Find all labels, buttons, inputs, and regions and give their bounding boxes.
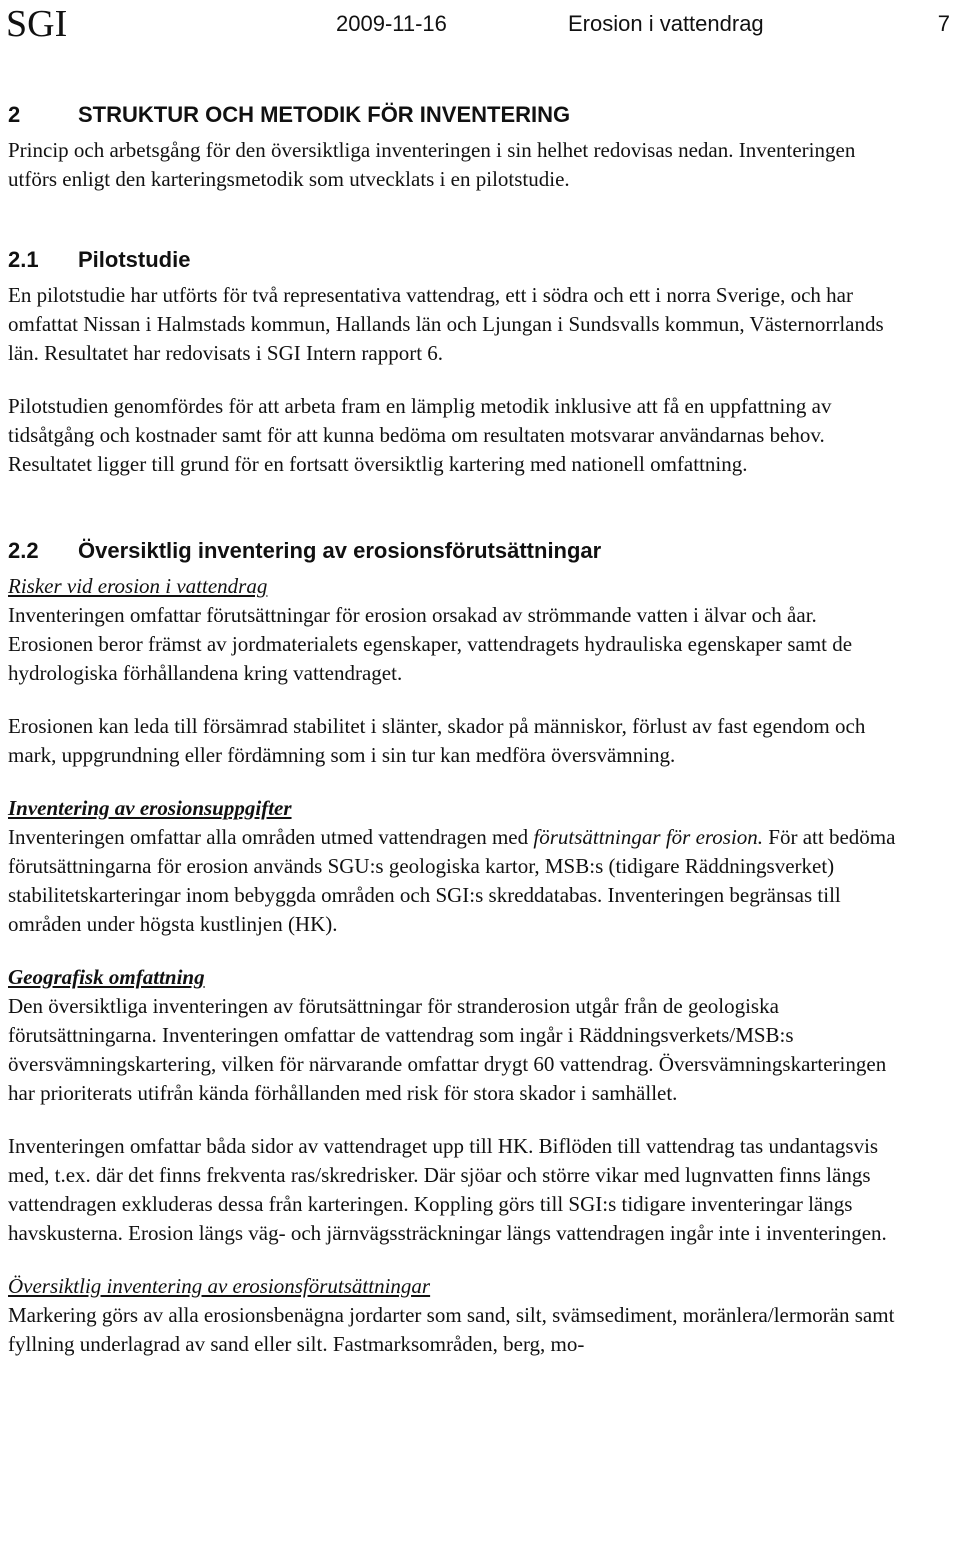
- section-title: Översiktlig inventering av erosionsförutsättningar: [78, 538, 602, 563]
- section-2-heading: [8, 99, 898, 131]
- page-header: [0, 0, 960, 48]
- paragraph: En pilotstudie har utförts för två representativa vattendrag, ett i södra och ett i norra Sverige, och har omfattat Nissan i Halmstads kommun, Hallands län och Ljungan i Sundsvalls kommun, Västernorrlands län. Resultatet har redovisats i SGI Intern rapport 6.: [8, 283, 884, 365]
- header-title: Erosion i vattendrag: [568, 11, 764, 36]
- subheading-risker: Risker vid erosion i vattendrag: [8, 574, 268, 598]
- document-body: [8, 99, 898, 1359]
- text-run: Inventeringen omfattar alla områden utmed vattendragen med: [8, 825, 534, 849]
- paragraph: Pilotstudien genomfördes för att arbeta fram en lämplig metodik inklusive att få en uppfattning av tidsåtgång och kostnader samt för att kunna bedöma om resultaten motsvarar användarnas behov. Resultatet ligger till grund för en fortsatt översiktlig kartering med nationell omfattning.: [8, 394, 832, 476]
- page-number: 7: [937, 11, 950, 36]
- section-number: 2.2: [8, 538, 39, 563]
- text-run: För att bedöma förutsättningarna för erosion används SGU:s geologiska kartor, MSB:s (tidigare Räddningsverket) stabilitetskarteringar inom bebyggda områden och SGI:s skreddatabas. Inventeringen begränsas till områden under högsta kustlinjen (HK).: [8, 825, 896, 936]
- section-title: STRUKTUR OCH METODIK FÖR INVENTERING: [78, 102, 571, 127]
- paragraph: Inventeringen omfattar båda sidor av vattendraget upp till HK. Biflöden till vattendrag tas undantagsvis med, t.ex. där det finns frekventa ras/skredrisker. Där sjöar och större vikar med lugnvatten finns längs vattendragen exkluderas dessa från karteringen. Koppling görs till SGI:s tidigare inventeringar längs havskusterna. Erosion längs väg- och järnvägssträckningar längs vattendragen ingår inte i inventeringen.: [8, 1134, 887, 1245]
- section-title: Pilotstudie: [78, 247, 191, 272]
- sgi-logo: SGI: [6, 3, 68, 45]
- section-2-intro: Princip och arbetsgång för den översiktliga inventeringen i sin helhet redovisas nedan. Inventeringen utförs enligt den karteringsmetodik som utvecklats i en pilotstudie.: [8, 138, 856, 191]
- header-date: 2009-11-16: [336, 11, 447, 36]
- paragraph: Markering görs av alla erosionsbenägna jordarter som sand, silt, svämsediment, moränlera/lermorän samt fyllning underlagrad av sand eller silt. Fastmarksområden, berg, mo-: [8, 1303, 895, 1356]
- paragraph: [8, 823, 898, 939]
- emphasis-text: förutsättningar för erosion.: [533, 825, 764, 849]
- section-number: 2: [8, 102, 21, 127]
- subheading-geografisk: Geografisk omfattning: [8, 965, 205, 989]
- paragraph: Inventeringen omfattar förutsättningar för erosion orsakad av strömmande vatten i älvar och åar. Erosionen beror främst av jordmaterialets egenskaper, vattendragets hydrauliska egenskaper samt de hydrologiska förhållandena kring vattendraget.: [8, 603, 853, 685]
- section-2-2-heading: [8, 535, 898, 567]
- paragraph: Den översiktliga inventeringen av förutsättningar för stranderosion utgår från de geologiska förutsättningarna. Inventeringen omfattar de vattendrag som ingår i Räddningsverkets/MSB:s översvämningskartering, vilken för närvarande omfattar drygt 60 vattendrag. Översvämningskarteringen har prioriterats utifrån kända förhållanden med risk för stora skador i samhället.: [8, 994, 887, 1105]
- paragraph: Erosionen kan leda till försämrad stabilitet i slänter, skador på människor, förlust av fast egendom och mark, uppgrundning eller fördämning som i sin tur kan medföra översvämning.: [8, 714, 866, 767]
- section-number: 2.1: [8, 247, 39, 272]
- section-2-1-heading: [8, 244, 898, 276]
- subheading-inventering: Inventering av erosionsuppgifter: [8, 796, 292, 820]
- subheading-oversiktlig: Översiktlig inventering av erosionsförutsättningar: [8, 1274, 431, 1298]
